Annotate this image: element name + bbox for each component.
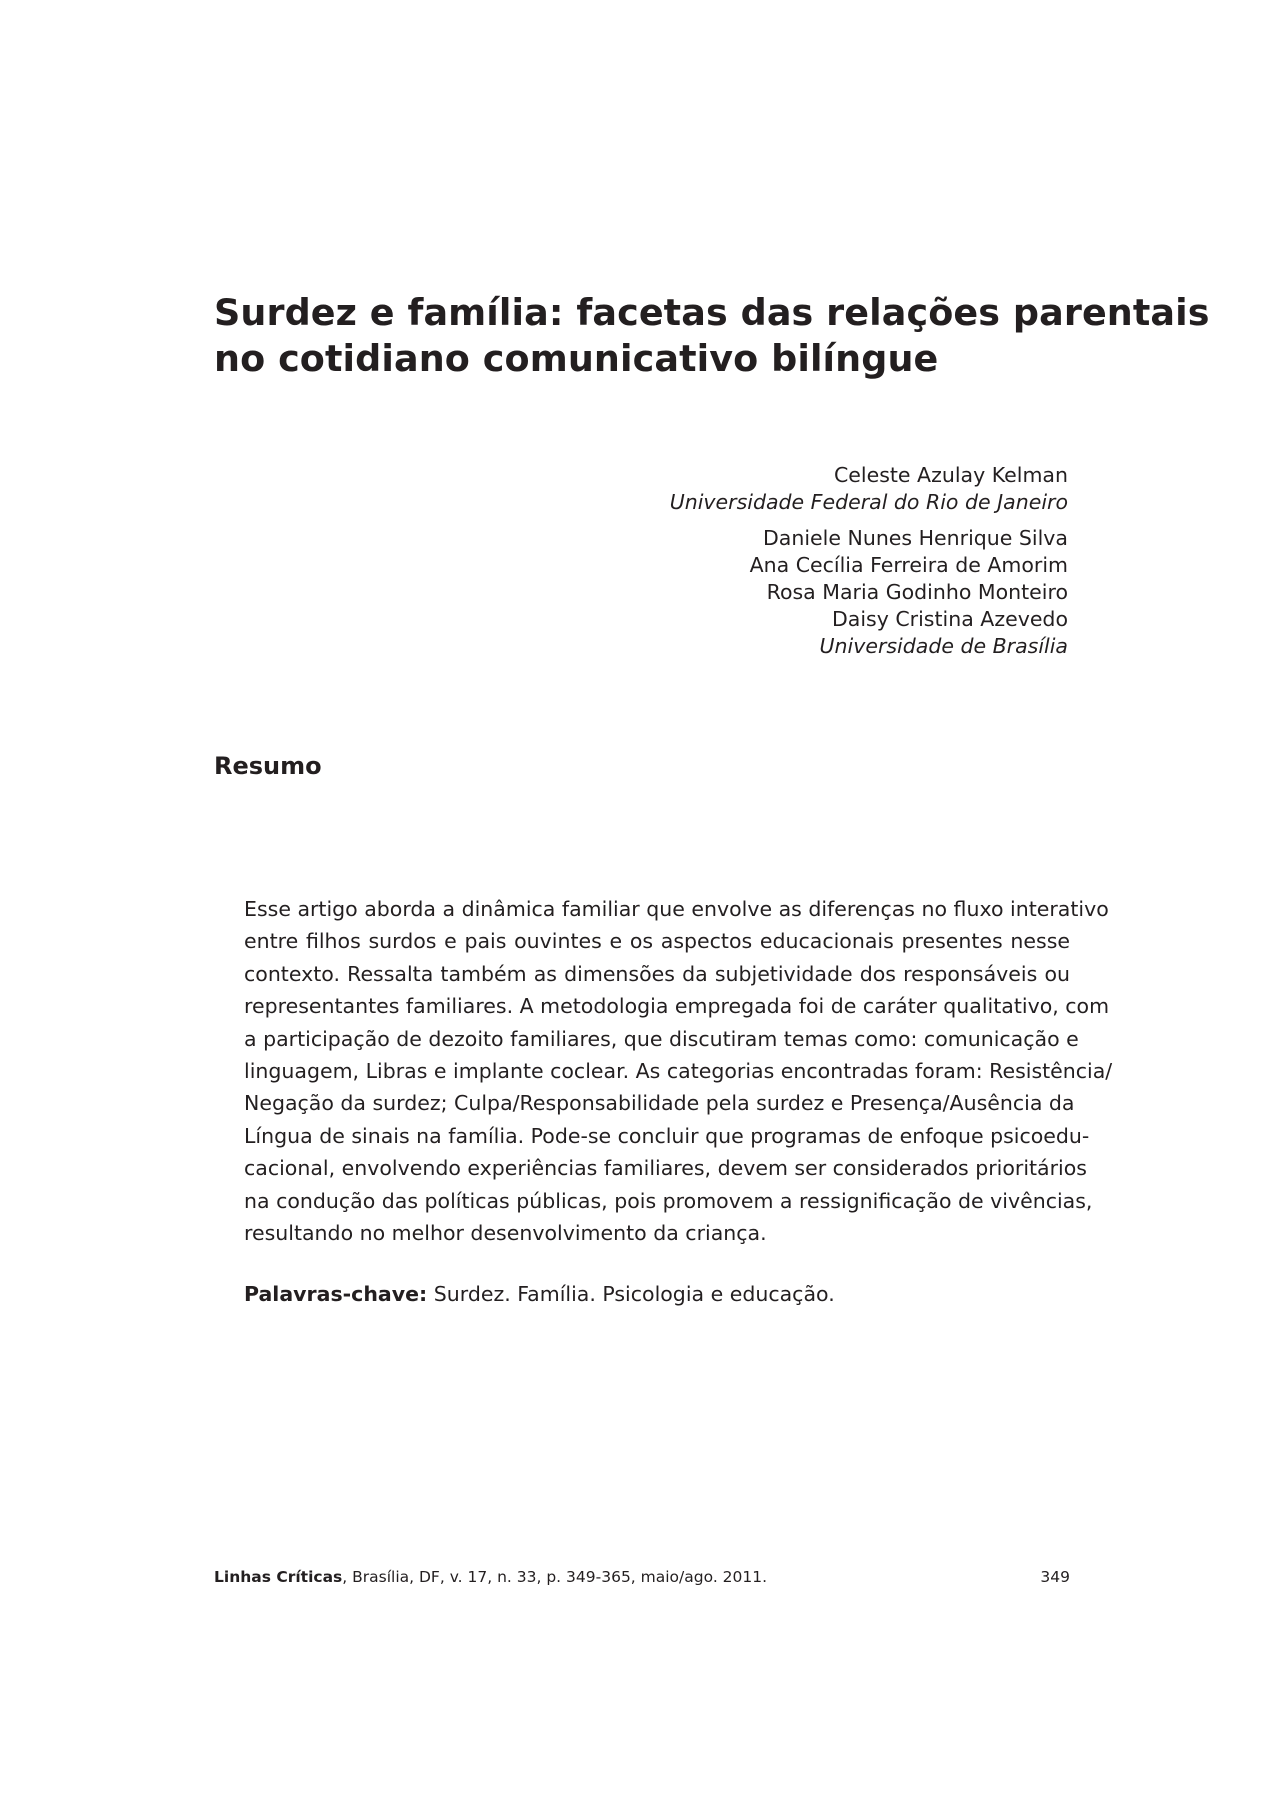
author-name: Daniele Nunes Henrique Silva bbox=[763, 526, 1068, 550]
author-name: Daisy Cristina Azevedo bbox=[832, 607, 1068, 631]
author-group-2 bbox=[508, 525, 1068, 660]
keywords-label: Palavras-chave: bbox=[244, 1282, 428, 1306]
abstract-line: na condução das políticas públicas, pois promovem a ressignificação de vivências, bbox=[244, 1188, 1093, 1213]
abstract-line: representantes familiares. A metodologia empregada foi de caráter qualitativo, com bbox=[244, 994, 1110, 1019]
abstract-line: Esse artigo aborda a dinâmica familiar que envolve as diferenças no fluxo interativo bbox=[244, 897, 1109, 921]
author-name: Ana Cecília Ferreira de Amorim bbox=[749, 553, 1068, 577]
author-affiliation: Universidade de Brasília bbox=[819, 634, 1068, 658]
title-line-1: Surdez e família: facetas das relações parentais bbox=[214, 291, 1210, 334]
author-block bbox=[508, 462, 1068, 660]
abstract-line: cacional, envolvendo experiências familiares, devem ser considerados prioritários bbox=[244, 1156, 1087, 1181]
keywords-value: Surdez. Família. Psicologia e educação. bbox=[433, 1282, 835, 1306]
author-group-1 bbox=[508, 462, 1068, 516]
page-footer bbox=[214, 1566, 1070, 1588]
abstract-line: contexto. Ressalta também as dimensões da subjetividade dos responsáveis ou bbox=[244, 961, 1070, 986]
author-affiliation: Universidade Federal do Rio de Janeiro bbox=[669, 490, 1068, 514]
journal-name: Linhas Críticas bbox=[214, 1568, 343, 1586]
abstract-line: Língua de sinais na família. Pode-se concluir que programas de enfoque psicoedu- bbox=[244, 1123, 1090, 1148]
abstract-line: linguagem, Libras e implante coclear. As categorias encontradas foram: Resistência/ bbox=[244, 1059, 1113, 1084]
title-line-2: no cotidiano comunicativo bilíngue bbox=[214, 337, 939, 380]
keywords bbox=[244, 1280, 1070, 1308]
author-name: Celeste Azulay Kelman bbox=[833, 463, 1068, 487]
abstract-line: resultando no melhor desenvolvimento da criança. bbox=[244, 1221, 767, 1246]
abstract-body bbox=[244, 893, 1113, 1249]
page-number: 349 bbox=[1040, 1568, 1070, 1586]
journal-citation: , Brasília, DF, v. 17, n. 33, p. 349-365, maio/ago. 2011. bbox=[342, 1568, 768, 1586]
abstract-line: Negação da surdez; Culpa/Responsabilidade pela surdez e Presença/Ausência da bbox=[244, 1091, 1075, 1116]
abstract-heading: Resumo bbox=[214, 752, 322, 780]
abstract-line: entre filhos surdos e pais ouvintes e os aspectos educacionais presentes nesse bbox=[244, 929, 1070, 954]
abstract-line: a participação de dezoito familiares, que discutiram temas como: comunicação e bbox=[244, 1026, 1079, 1051]
article-title bbox=[214, 290, 1210, 382]
author-name: Rosa Maria Godinho Monteiro bbox=[766, 580, 1068, 604]
